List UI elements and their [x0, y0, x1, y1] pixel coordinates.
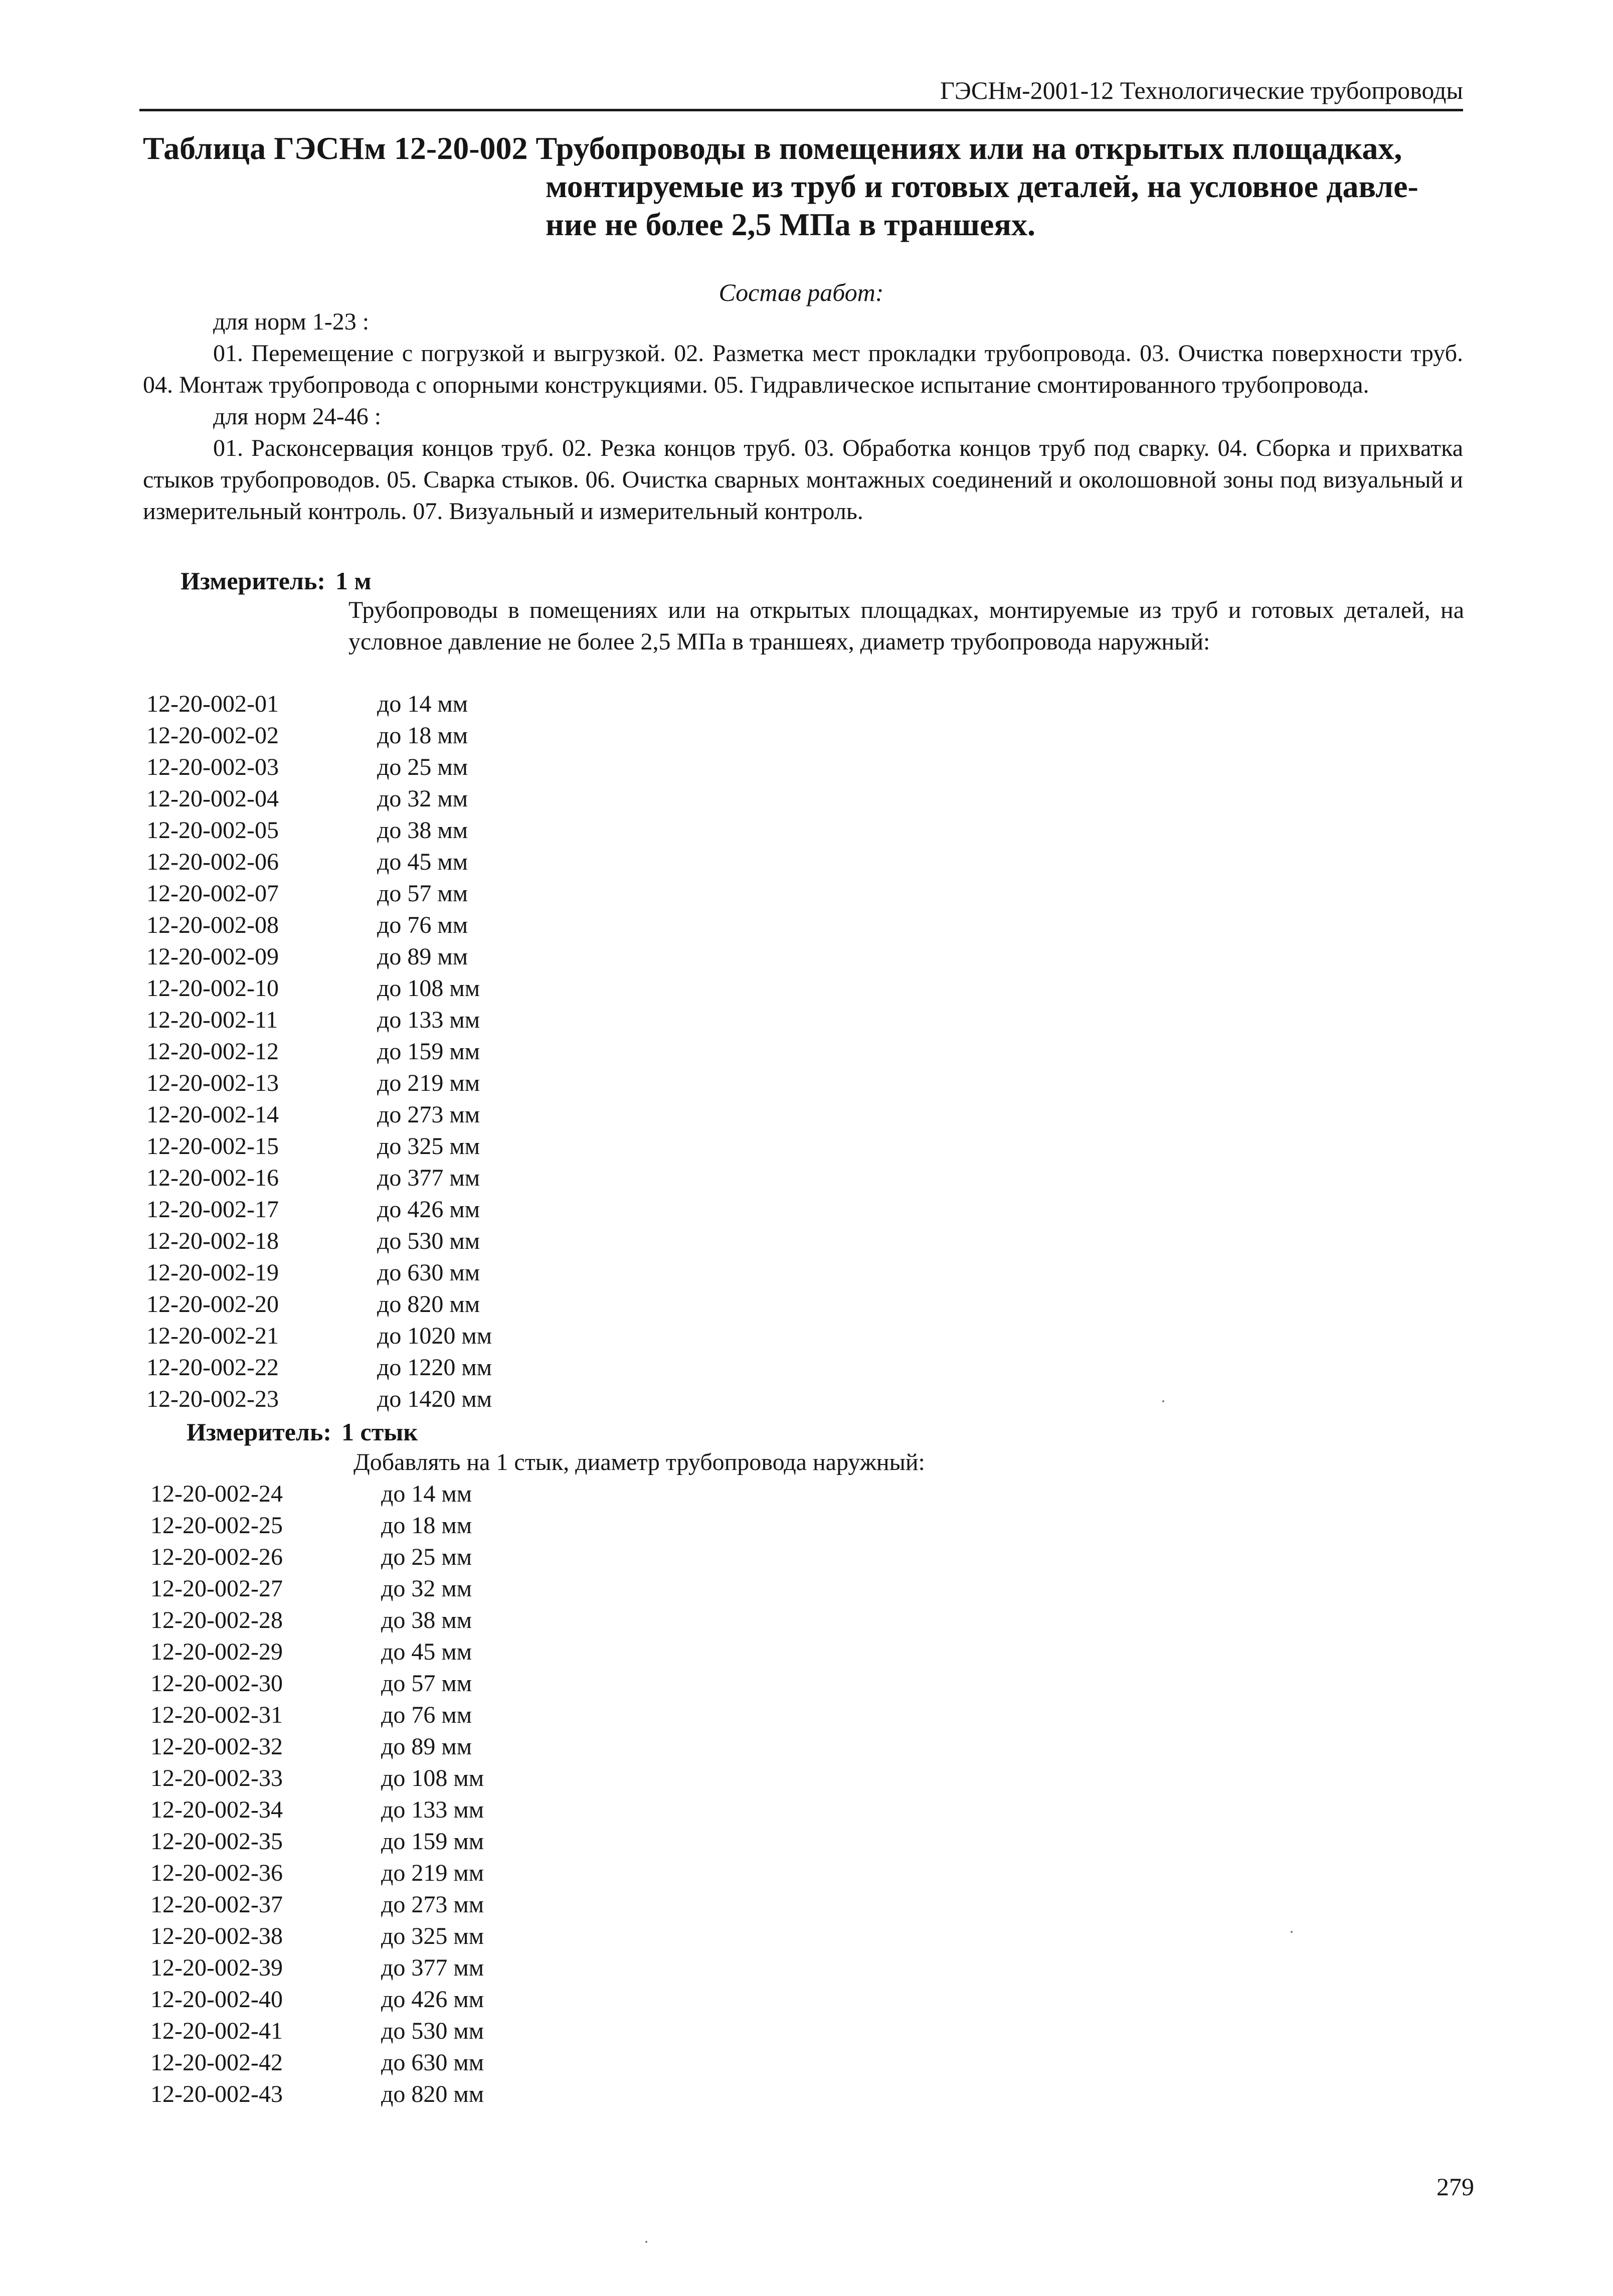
norm-group-1-label: для норм 1-23 : — [213, 308, 370, 335]
norm-code: 12-20-002-20 — [146, 1291, 279, 1318]
pipe-diameter: до 32 мм — [381, 1575, 472, 1602]
table-row — [0, 1004, 1613, 1036]
table-row — [0, 1130, 1613, 1162]
table-title-line-1: Таблица ГЭСНм 12-20-002 Трубопроводы в помещениях или на открытых площадках, — [143, 130, 1402, 166]
norm-code: 12-20-002-26 — [150, 1544, 283, 1570]
pipe-diameter: до 108 мм — [377, 975, 480, 1002]
norm-code: 12-20-002-27 — [150, 1575, 283, 1602]
norm-code: 12-20-002-19 — [146, 1259, 279, 1286]
norm-code: 12-20-002-32 — [150, 1733, 283, 1760]
table-row — [0, 972, 1613, 1004]
pipe-diameter: до 273 мм — [381, 1891, 484, 1918]
scan-speck — [645, 2241, 647, 2243]
scan-speck — [1291, 1931, 1293, 1933]
pipe-diameter: до 32 мм — [377, 785, 468, 812]
norm-code: 12-20-002-02 — [146, 722, 279, 749]
norm-code: 12-20-002-10 — [146, 975, 279, 1002]
norm-group-1-text: 01. Перемещение с погрузкой и выгрузкой. 02. Разметка мест прокладки трубопровода. 03. Очистка поверхности труб. 04. Монтаж трубопровода с опорными конструкциями. 05. Гидравлическое испытание смонтированного трубопровода. — [143, 340, 1463, 398]
pipe-diameter: до 273 мм — [377, 1101, 480, 1128]
table-row — [0, 1036, 1613, 1067]
norm-code: 12-20-002-17 — [146, 1196, 279, 1223]
norm-code: 12-20-002-23 — [146, 1386, 279, 1412]
table-row — [0, 1541, 1613, 1573]
norm-code: 12-20-002-05 — [146, 817, 279, 844]
pipe-diameter: до 530 мм — [377, 1228, 480, 1254]
norm-code: 12-20-002-12 — [146, 1038, 279, 1065]
pipe-diameter: до 89 мм — [381, 1733, 472, 1760]
header-divider — [139, 109, 1463, 111]
pipe-diameter: до 426 мм — [381, 1986, 484, 2013]
norm-code: 12-20-002-03 — [146, 754, 279, 780]
table-row — [0, 1573, 1613, 1604]
pipe-diameter: до 89 мм — [377, 943, 468, 970]
table-row — [0, 751, 1613, 783]
norm-code: 12-20-002-16 — [146, 1165, 279, 1191]
norm-code: 12-20-002-37 — [150, 1891, 283, 1918]
table-row — [0, 1952, 1613, 1984]
running-header: ГЭСНм-2001-12 Технологические трубопроводы — [940, 76, 1463, 104]
pipe-diameter: до 14 мм — [377, 691, 468, 717]
table-row — [0, 1794, 1613, 1826]
table-row — [0, 1762, 1613, 1794]
norm-code: 12-20-002-01 — [146, 691, 279, 717]
norm-code: 12-20-002-34 — [150, 1796, 283, 1823]
measure-unit-2 — [187, 1416, 418, 1448]
pipe-diameter: до 820 мм — [377, 1291, 480, 1318]
composition-heading: Состав работ: — [719, 278, 884, 306]
table-row — [0, 814, 1613, 846]
table-row — [0, 2047, 1613, 2078]
table-row — [0, 878, 1613, 909]
pipe-diameter: до 630 мм — [377, 1259, 480, 1286]
pipe-diameter: до 76 мм — [377, 912, 468, 938]
norm-code: 12-20-002-43 — [150, 2081, 283, 2107]
table-row — [0, 1478, 1613, 1510]
measure-unit-1 — [181, 565, 372, 597]
pipe-diameter: до 219 мм — [381, 1860, 484, 1886]
measure-value: 1 м — [335, 567, 372, 595]
norm-code: 12-20-002-22 — [146, 1354, 279, 1381]
norm-code: 12-20-002-28 — [150, 1607, 283, 1633]
table-row — [0, 1984, 1613, 2015]
table-row — [0, 1099, 1613, 1130]
measure-label: Измеритель: — [181, 567, 326, 595]
norm-code: 12-20-002-38 — [150, 1923, 283, 1949]
scan-speck — [1162, 1400, 1164, 1402]
norm-code: 12-20-002-09 — [146, 943, 279, 970]
pipe-diameter: до 108 мм — [381, 1765, 484, 1791]
pipe-diameter: до 377 мм — [381, 1954, 484, 1981]
table-row — [0, 1920, 1613, 1952]
table-row — [0, 783, 1613, 814]
table-row — [0, 941, 1613, 972]
norm-code: 12-20-002-18 — [146, 1228, 279, 1254]
norm-code: 12-20-002-39 — [150, 1954, 283, 1981]
norm-code: 12-20-002-36 — [150, 1860, 283, 1886]
table-row — [0, 1857, 1613, 1889]
composition-block — [143, 306, 1463, 527]
norm-code: 12-20-002-41 — [150, 2018, 283, 2044]
measure-label: Измеритель: — [187, 1418, 332, 1446]
norm-code: 12-20-002-31 — [150, 1702, 283, 1728]
pipe-diameter: до 325 мм — [381, 1923, 484, 1949]
pipe-diameter: до 159 мм — [377, 1038, 480, 1065]
table-row — [0, 1225, 1613, 1257]
table-row — [0, 1731, 1613, 1762]
pipe-diameter: до 76 мм — [381, 1702, 472, 1728]
norm-code: 12-20-002-24 — [150, 1481, 283, 1507]
pipe-diameter: до 820 мм — [381, 2081, 484, 2107]
norm-code: 12-20-002-06 — [146, 849, 279, 875]
pipe-diameter: до 25 мм — [381, 1544, 472, 1570]
norm-code: 12-20-002-29 — [150, 1638, 283, 1665]
pipe-diameter: до 530 мм — [381, 2018, 484, 2044]
table-title-line-3: ние не более 2,5 МПа в траншеях. — [546, 207, 1035, 242]
pipe-diameter: до 377 мм — [377, 1165, 480, 1191]
table-row — [0, 1257, 1613, 1288]
norm-code: 12-20-002-40 — [150, 1986, 283, 2013]
norm-group-2-label: для норм 24-46 : — [213, 403, 382, 430]
norm-code: 12-20-002-33 — [150, 1765, 283, 1791]
norm-code: 12-20-002-14 — [146, 1101, 279, 1128]
norm-code: 12-20-002-42 — [150, 2049, 283, 2076]
measure-value: 1 стык — [341, 1418, 418, 1446]
pipe-diameter: до 38 мм — [377, 817, 468, 844]
norm-code: 12-20-002-11 — [146, 1007, 278, 1033]
pipe-diameter: до 219 мм — [377, 1070, 480, 1096]
pipe-diameter: до 38 мм — [381, 1607, 472, 1633]
table-row — [0, 688, 1613, 720]
norm-code: 12-20-002-21 — [146, 1323, 279, 1349]
section-1-description: Трубопроводы в помещениях или на открытых площадках, монтируемые из труб и готовых деталей, на условное давление не более 2,5 МПа в траншеях, диаметр трубопровода наружный: — [348, 597, 1464, 655]
pipe-diameter: до 1220 мм — [377, 1354, 492, 1381]
pipe-diameter: до 133 мм — [377, 1007, 480, 1033]
table-row — [0, 1320, 1613, 1352]
pipe-diameter: до 25 мм — [377, 754, 468, 780]
table-row — [0, 909, 1613, 941]
page-number: 279 — [1437, 2173, 1474, 2201]
section-2-description: Добавлять на 1 стык, диаметр трубопровода наружный: — [353, 1449, 925, 1475]
pipe-diameter: до 45 мм — [381, 1638, 472, 1665]
pipe-diameter: до 57 мм — [381, 1670, 472, 1697]
table-row — [0, 1889, 1613, 1920]
table-title — [143, 129, 1467, 244]
table-row — [0, 1826, 1613, 1857]
pipe-diameter: до 18 мм — [377, 722, 468, 749]
norm-code: 12-20-002-35 — [150, 1828, 283, 1855]
table-row — [0, 1194, 1613, 1225]
norm-code: 12-20-002-30 — [150, 1670, 283, 1697]
table-row — [0, 1288, 1613, 1320]
table-row — [0, 1699, 1613, 1731]
pipe-diameter: до 18 мм — [381, 1512, 472, 1539]
norm-code: 12-20-002-15 — [146, 1133, 279, 1160]
pipe-diameter: до 159 мм — [381, 1828, 484, 1855]
table-row — [0, 2078, 1613, 2110]
norm-code: 12-20-002-13 — [146, 1070, 279, 1096]
pipe-diameter: до 14 мм — [381, 1481, 472, 1507]
table-row — [0, 2015, 1613, 2047]
norm-code: 12-20-002-08 — [146, 912, 279, 938]
pipe-diameter: до 1020 мм — [377, 1323, 492, 1349]
pipe-diameter: до 133 мм — [381, 1796, 484, 1823]
table-row — [0, 846, 1613, 878]
pipe-diameter: до 630 мм — [381, 2049, 484, 2076]
table-row — [0, 720, 1613, 751]
table-row — [0, 1162, 1613, 1194]
pipe-diameter: до 57 мм — [377, 880, 468, 907]
norm-code: 12-20-002-04 — [146, 785, 279, 812]
table-title-line-2: монтируемые из труб и готовых деталей, на условное давле- — [546, 169, 1418, 204]
table-row — [0, 1383, 1613, 1415]
table-row — [0, 1668, 1613, 1699]
pipe-diameter: до 325 мм — [377, 1133, 480, 1160]
norm-group-2-text: 01. Расконсервация концов труб. 02. Резка концов труб. 03. Обработка концов труб под сварку. 04. Сборка и прихватка стыков трубопроводов. 05. Сварка стыков. 06. Очистка сварных монтажных соединений и околошовной зоны под визуальный и измерительный контроль. 07. Визуальный и измерительный контроль. — [143, 435, 1463, 525]
table-row — [0, 1352, 1613, 1383]
table-row — [0, 1636, 1613, 1668]
table-row — [0, 1510, 1613, 1541]
pipe-diameter: до 1420 мм — [377, 1386, 492, 1412]
norm-code: 12-20-002-25 — [150, 1512, 283, 1539]
pipe-diameter: до 45 мм — [377, 849, 468, 875]
norm-code: 12-20-002-07 — [146, 880, 279, 907]
table-row — [0, 1604, 1613, 1636]
table-row — [0, 1067, 1613, 1099]
pipe-diameter: до 426 мм — [377, 1196, 480, 1223]
